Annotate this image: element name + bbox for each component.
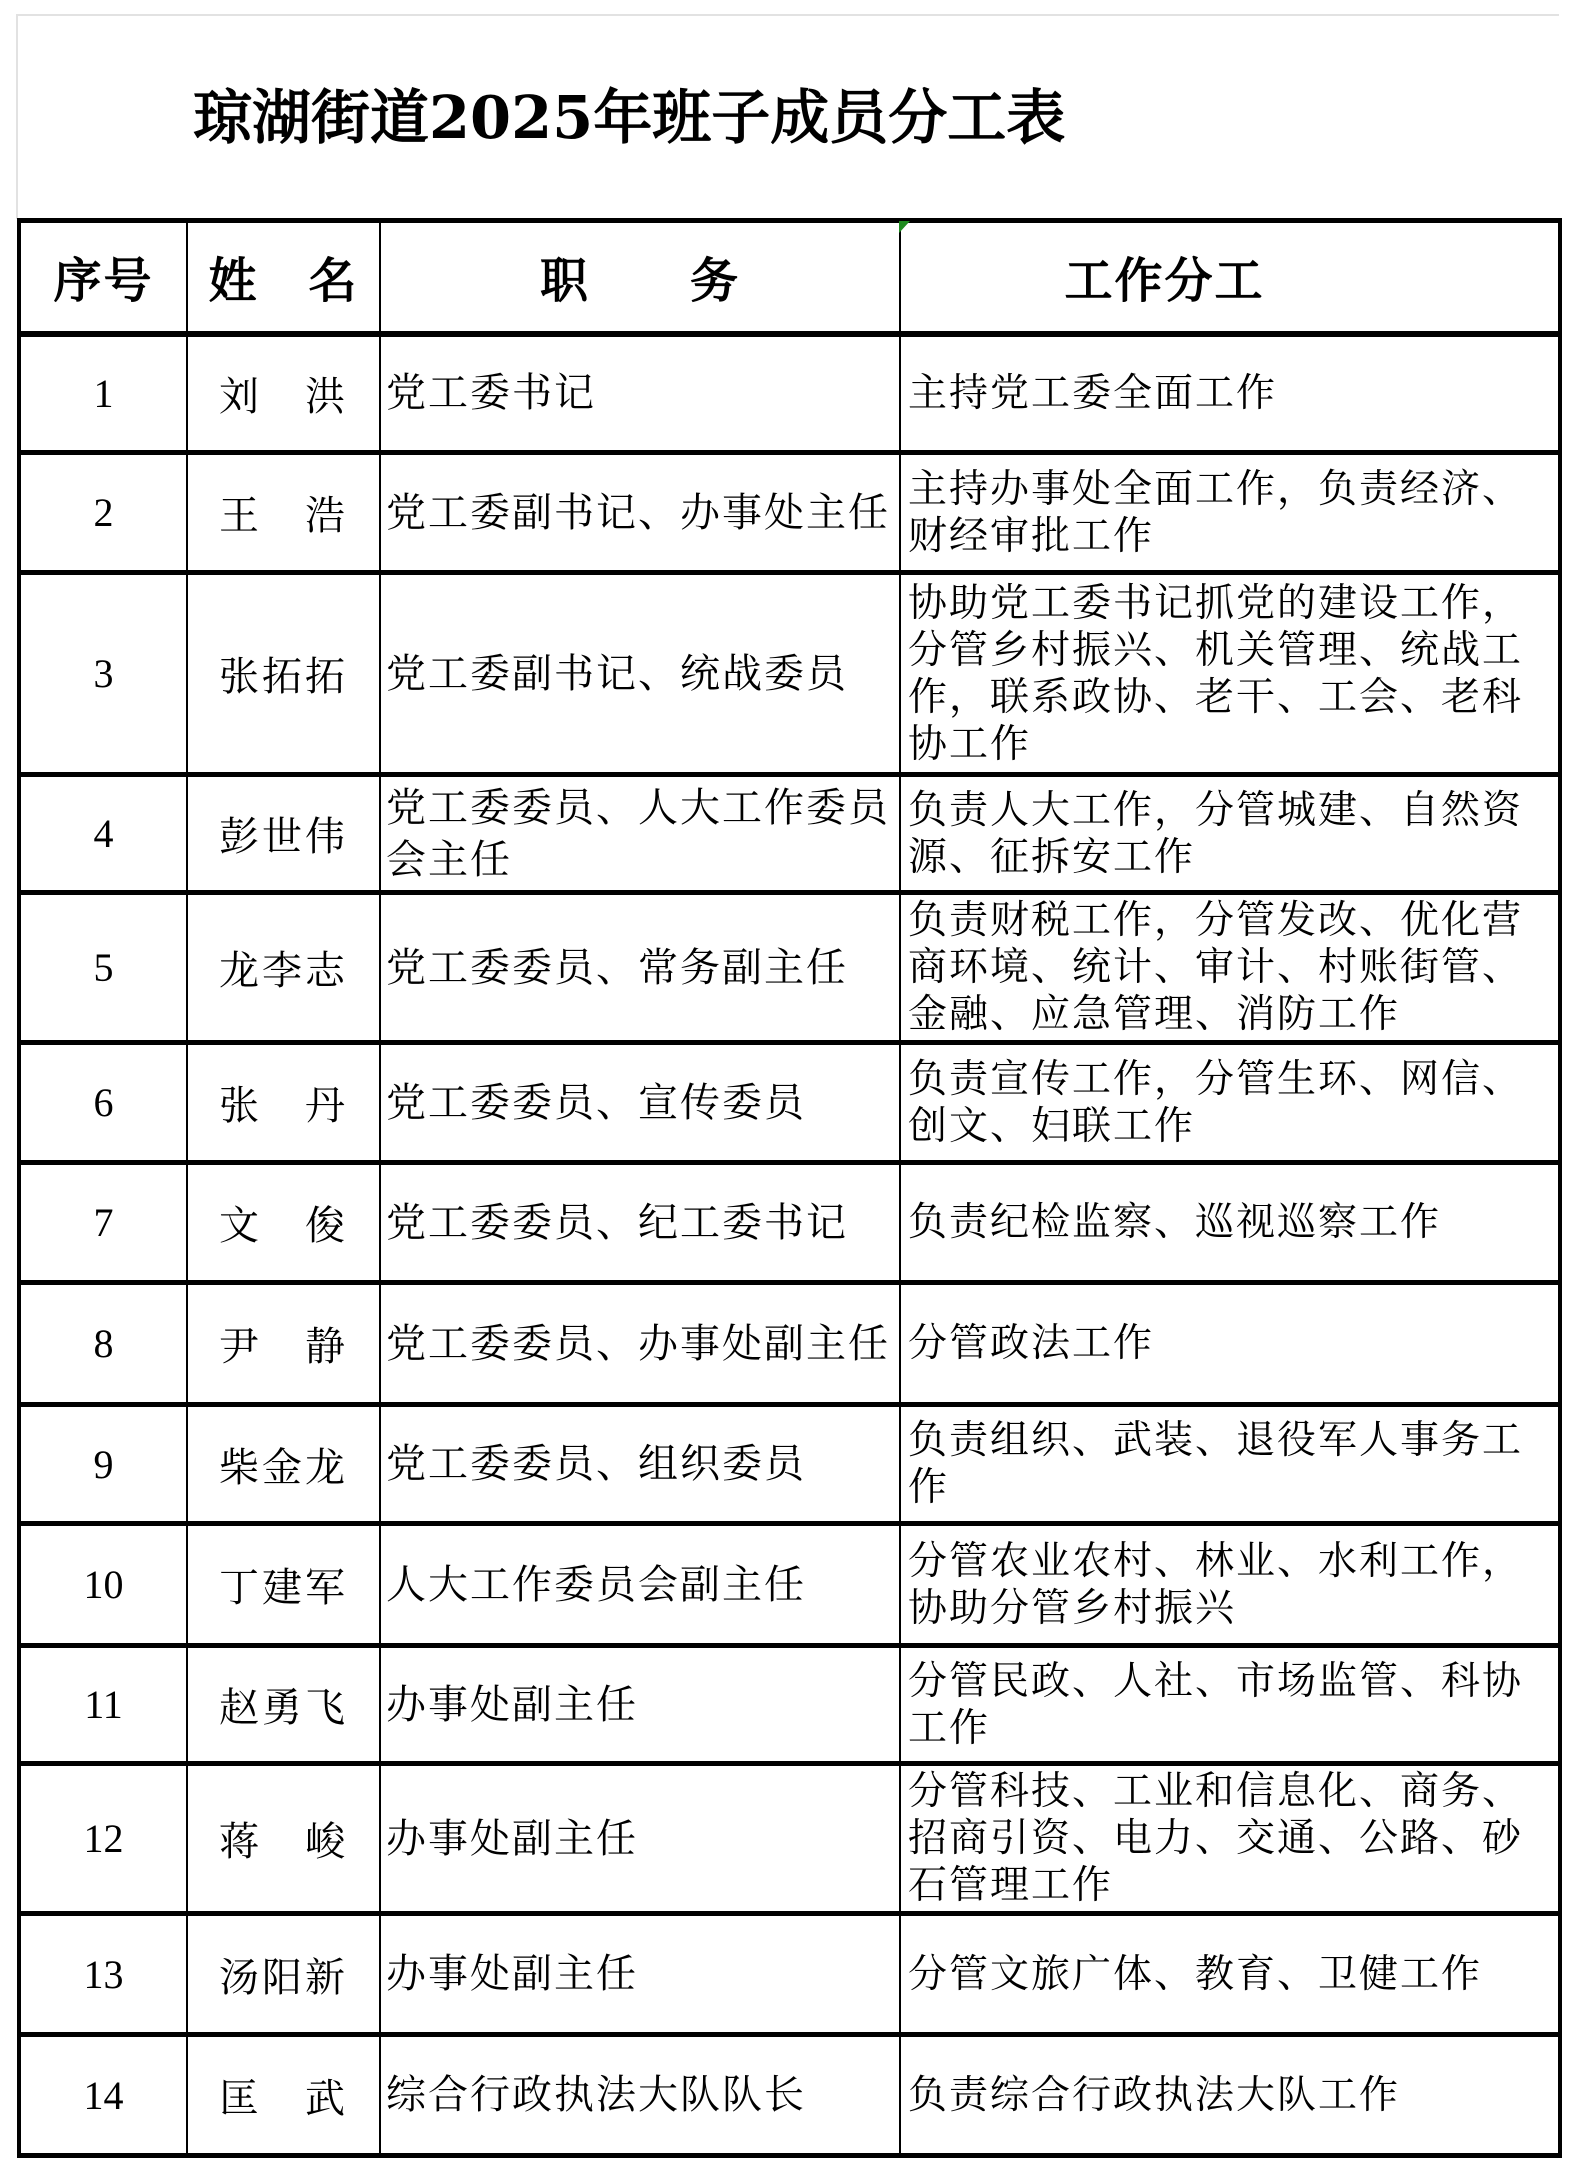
position-cell: 办事处副主任 xyxy=(380,1914,900,2035)
duty-cell: 分管民政、人社、市场监管、科协工作 xyxy=(900,1646,1560,1764)
table-row xyxy=(19,573,1560,775)
name-cell: 文 俊 xyxy=(187,1163,380,1283)
name-cell: 王 浩 xyxy=(187,453,380,573)
duty-cell: 负责纪检监察、巡视巡察工作 xyxy=(900,1163,1560,1283)
name-cell: 匡 武 xyxy=(187,2035,380,2156)
assignments-table xyxy=(17,218,1562,2158)
duty-cell: 负责财税工作，分管发改、优化营商环境、统计、审计、村账街管、金融、应急管理、消防工作 xyxy=(900,893,1560,1043)
position-cell: 人大工作委员会副主任 xyxy=(380,1524,900,1646)
position-cell: 党工委副书记、办事处主任 xyxy=(380,453,900,573)
name-cell: 张拓拓 xyxy=(187,573,380,775)
header-row xyxy=(19,221,1560,334)
row-number-cell: 11 xyxy=(19,1646,187,1764)
name-cell: 张 丹 xyxy=(187,1043,380,1163)
row-number-cell: 10 xyxy=(19,1524,187,1646)
duty-cell: 主持党工委全面工作 xyxy=(900,334,1560,453)
row-number-cell: 2 xyxy=(19,453,187,573)
row-number-cell: 7 xyxy=(19,1163,187,1283)
duty-cell: 分管农业农村、林业、水利工作，协助分管乡村振兴 xyxy=(900,1524,1560,1646)
row-number-cell: 12 xyxy=(19,1764,187,1914)
position-cell: 党工委委员、常务副主任 xyxy=(380,893,900,1043)
row-number-cell: 3 xyxy=(19,573,187,775)
duty-cell: 协助党工委书记抓党的建设工作，分管乡村振兴、机关管理、统战工作，联系政协、老干、工会、老科协工作 xyxy=(900,573,1560,775)
position-cell: 党工委副书记、统战委员 xyxy=(380,573,900,775)
position-cell: 党工委书记 xyxy=(380,334,900,453)
table-row xyxy=(19,1524,1560,1646)
duty-cell: 主持办事处全面工作，负责经济、财经审批工作 xyxy=(900,453,1560,573)
header-duty: 工作分工 xyxy=(900,221,1560,334)
duty-cell: 负责组织、武装、退役军人事务工作 xyxy=(900,1405,1560,1524)
row-number-cell: 14 xyxy=(19,2035,187,2156)
table-row xyxy=(19,2035,1560,2156)
row-number-cell: 13 xyxy=(19,1914,187,2035)
name-cell: 尹 静 xyxy=(187,1283,380,1405)
table-row xyxy=(19,453,1560,573)
position-cell: 办事处副主任 xyxy=(380,1646,900,1764)
name-cell: 丁建军 xyxy=(187,1524,380,1646)
position-cell: 党工委委员、宣传委员 xyxy=(380,1043,900,1163)
row-number-cell: 1 xyxy=(19,334,187,453)
duty-cell: 分管科技、工业和信息化、商务、招商引资、电力、交通、公路、砂石管理工作 xyxy=(900,1764,1560,1914)
header-name: 姓 名 xyxy=(187,221,380,334)
row-number-cell: 8 xyxy=(19,1283,187,1405)
duty-cell: 负责人大工作，分管城建、自然资源、征拆安工作 xyxy=(900,775,1560,893)
name-cell: 龙李志 xyxy=(187,893,380,1043)
table-row xyxy=(19,1405,1560,1524)
position-cell: 党工委委员、组织委员 xyxy=(380,1405,900,1524)
page-edge-top xyxy=(17,14,1559,16)
table-row xyxy=(19,775,1560,893)
position-cell: 党工委委员、人大工作委员会主任 xyxy=(380,775,900,893)
page-edge-left xyxy=(16,14,18,219)
name-cell: 刘 洪 xyxy=(187,334,380,453)
table-row xyxy=(19,334,1560,453)
table-row xyxy=(19,1914,1560,2035)
table-row xyxy=(19,1043,1560,1163)
table-row xyxy=(19,1163,1560,1283)
table-row xyxy=(19,1283,1560,1405)
duty-cell: 负责综合行政执法大队工作 xyxy=(900,2035,1560,2156)
position-cell: 党工委委员、办事处副主任 xyxy=(380,1283,900,1405)
name-cell: 赵勇飞 xyxy=(187,1646,380,1764)
header-position: 职 务 xyxy=(380,221,900,334)
duty-cell: 分管文旅广体、教育、卫健工作 xyxy=(900,1914,1560,2035)
comment-indicator-icon xyxy=(899,221,910,233)
duty-cell: 分管政法工作 xyxy=(900,1283,1560,1405)
name-cell: 汤阳新 xyxy=(187,1914,380,2035)
position-cell: 党工委委员、纪工委书记 xyxy=(380,1163,900,1283)
position-cell: 综合行政执法大队队长 xyxy=(380,2035,900,2156)
table-row xyxy=(19,893,1560,1043)
name-cell: 蒋 峻 xyxy=(187,1764,380,1914)
row-number-cell: 9 xyxy=(19,1405,187,1524)
row-number-cell: 6 xyxy=(19,1043,187,1163)
name-cell: 彭世伟 xyxy=(187,775,380,893)
position-cell: 办事处副主任 xyxy=(380,1764,900,1914)
row-number-cell: 4 xyxy=(19,775,187,893)
header-no: 序号 xyxy=(19,221,187,334)
table-row xyxy=(19,1646,1560,1764)
table-row xyxy=(19,1764,1560,1914)
row-number-cell: 5 xyxy=(19,893,187,1043)
duty-cell: 负责宣传工作，分管生环、网信、创文、妇联工作 xyxy=(900,1043,1560,1163)
assignments-table-container xyxy=(17,218,1558,2158)
table-body xyxy=(19,334,1560,2156)
name-cell: 柴金龙 xyxy=(187,1405,380,1524)
page-title: 琼湖街道2025年班子成员分工表 xyxy=(193,83,1066,152)
